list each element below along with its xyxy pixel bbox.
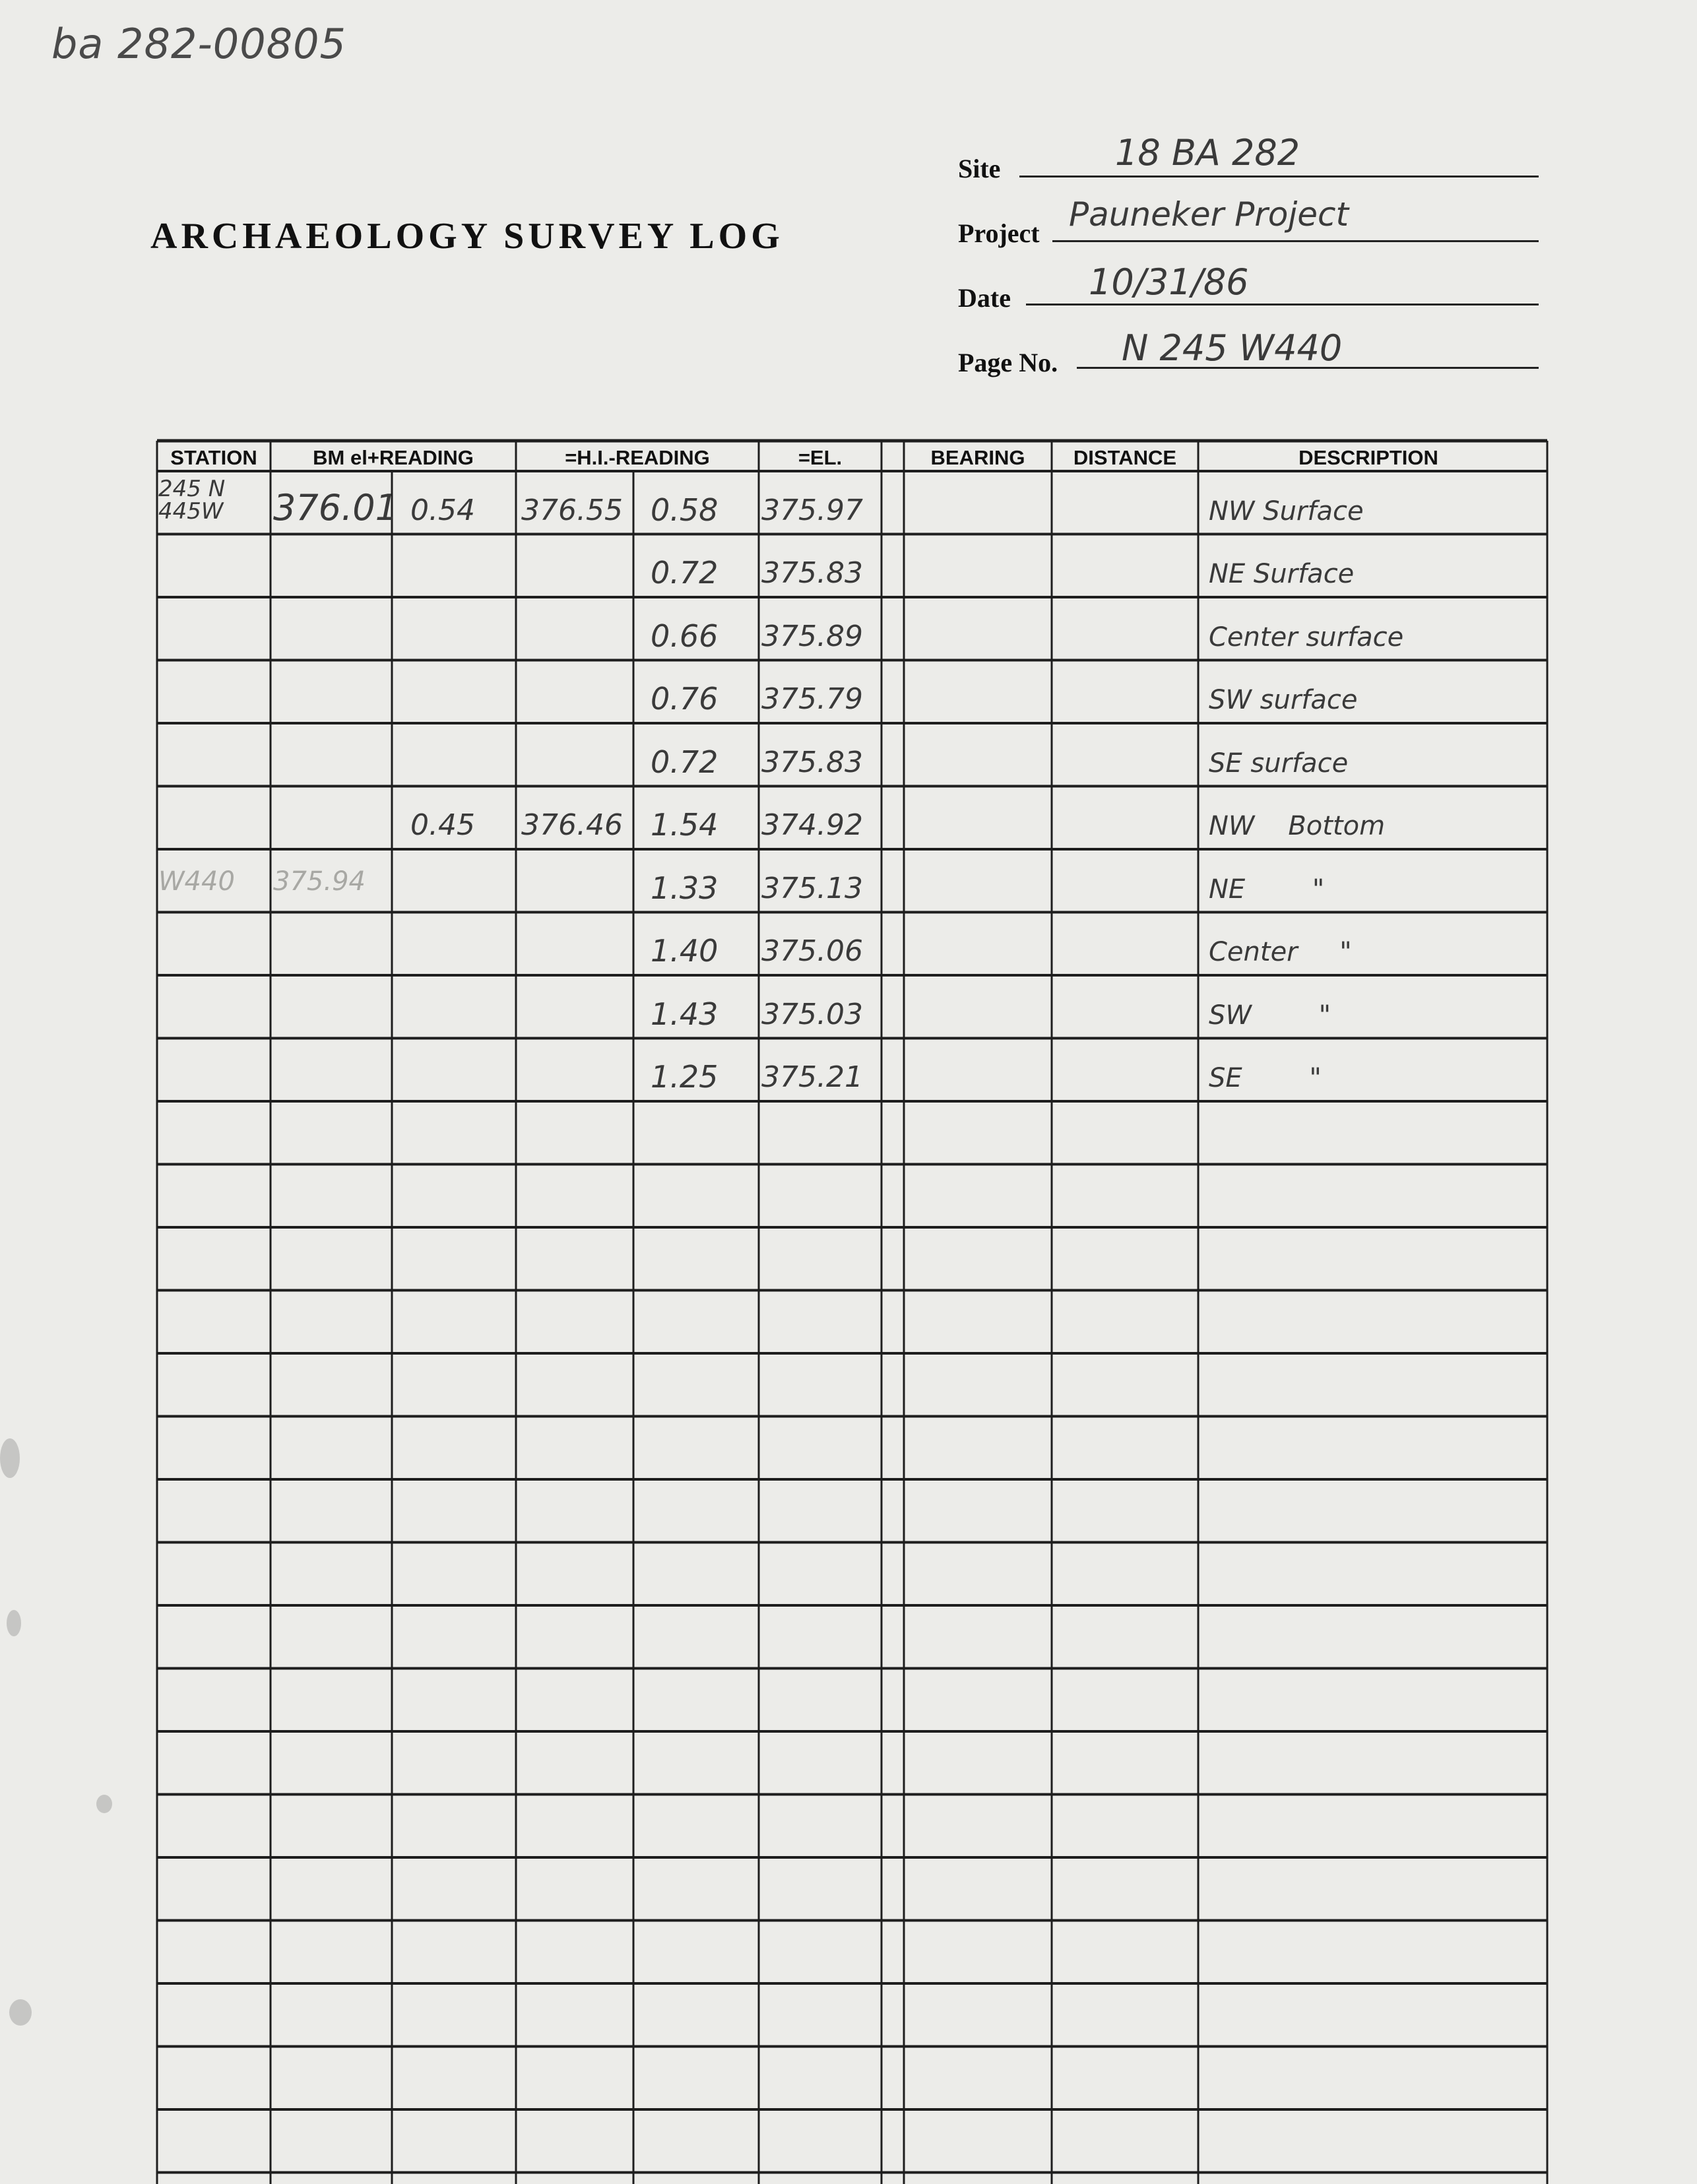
site-label: Site <box>958 154 1001 183</box>
cell-station: 245 N 445W <box>158 476 226 525</box>
col-header-el: =EL. <box>798 446 843 469</box>
cell-el: 375.03 <box>761 997 863 1031</box>
cell-minus-reading: 1.33 <box>651 870 719 906</box>
cell-minus-reading: 1.43 <box>651 996 719 1032</box>
document-reference: ba 282-00805 <box>51 20 346 68</box>
col-header-bm-reading: BM el+READING <box>313 446 474 469</box>
cell-description: NW Surface <box>1209 496 1364 527</box>
page-title: ARCHAEOLOGY SURVEY LOG <box>150 216 784 257</box>
cell-bm-el: 376.01 <box>273 486 398 529</box>
cell-hi: 376.55 <box>521 493 623 527</box>
paper-stain <box>9 1999 32 2026</box>
site-value: 18 BA 282 <box>1115 132 1300 174</box>
project-value: Pauneker Project <box>1069 195 1349 234</box>
date-label: Date <box>958 283 1011 313</box>
cell-description: NW Bottom <box>1209 811 1386 841</box>
project-label: Project <box>958 218 1040 248</box>
cell-minus-reading: 0.58 <box>651 492 719 528</box>
col-header-bearing: BEARING <box>930 446 1025 469</box>
col-header-station: STATION <box>170 446 257 469</box>
cell-el: 375.79 <box>761 682 863 716</box>
cell-minus-reading: 1.40 <box>651 933 719 969</box>
cell-bm-el: 375.94 <box>273 866 366 897</box>
page-no-label: Page No. <box>958 348 1058 377</box>
cell-description: Center surface <box>1209 622 1404 653</box>
paper-stain <box>96 1795 112 1813</box>
col-header-hi-reading: =H.I.-READING <box>565 446 710 469</box>
paper-stain <box>7 1610 21 1636</box>
cell-description: SE " <box>1209 1063 1322 1093</box>
cell-plus-reading: 0.45 <box>410 808 475 842</box>
col-header-distance: DISTANCE <box>1073 446 1177 469</box>
col-header-description: DESCRIPTION <box>1298 446 1438 469</box>
cell-plus-reading: 0.54 <box>410 493 475 527</box>
cell-minus-reading: 1.25 <box>651 1059 719 1095</box>
cell-el: 375.06 <box>761 934 863 968</box>
cell-description: SE surface <box>1209 748 1349 779</box>
cell-el: 375.89 <box>761 619 863 653</box>
cell-description: SW surface <box>1209 685 1358 715</box>
cell-minus-reading: 0.72 <box>651 555 719 591</box>
cell-description: NE Surface <box>1209 559 1355 589</box>
page-no-value: N 245 W440 <box>1122 327 1343 369</box>
cell-description: SW " <box>1209 1000 1331 1031</box>
date-value: 10/31/86 <box>1089 261 1249 303</box>
cell-minus-reading: 0.76 <box>651 681 719 717</box>
cell-el: 375.83 <box>761 745 863 779</box>
cell-el: 374.92 <box>761 808 863 842</box>
cell-el: 375.13 <box>761 871 863 905</box>
cell-description: NE " <box>1209 874 1325 905</box>
paper-stain <box>0 1438 20 1478</box>
cell-minus-reading: 0.72 <box>651 744 719 780</box>
cell-minus-reading: 0.66 <box>651 618 719 654</box>
cell-el: 375.21 <box>761 1060 863 1094</box>
cell-station: W440 <box>158 866 235 897</box>
cell-el: 375.97 <box>761 493 863 527</box>
cell-description: Center " <box>1209 937 1352 967</box>
cell-el: 375.83 <box>761 556 863 590</box>
cell-minus-reading: 1.54 <box>651 807 719 843</box>
cell-hi: 376.46 <box>521 808 623 842</box>
